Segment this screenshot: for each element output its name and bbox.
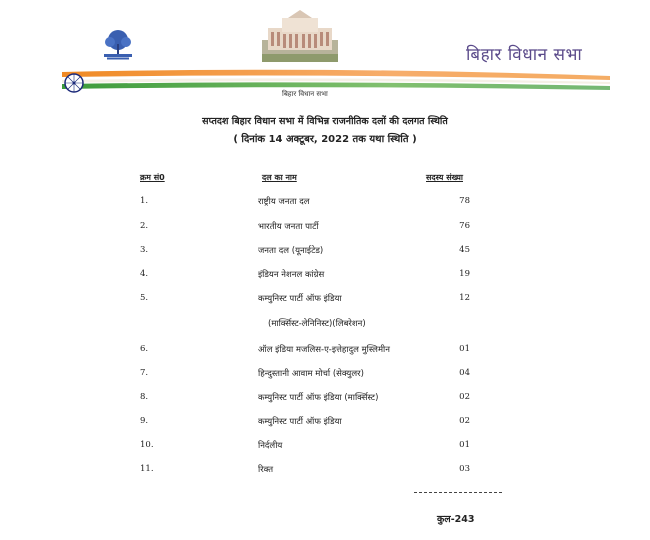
party-name: ऑल इंडिया मजलिस-ए-इत्तेहादुल मुस्लिमीन <box>258 345 390 355</box>
member-count: 02 <box>459 392 470 402</box>
table-row <box>0 344 650 360</box>
serial-number: 7. <box>140 368 149 378</box>
table-row <box>0 368 650 384</box>
column-header-party: दल का नाम <box>262 173 297 182</box>
table-row <box>0 269 650 285</box>
assembly-building-icon <box>262 10 338 62</box>
serial-number: 11. <box>140 464 154 474</box>
serial-number: 1. <box>140 196 149 206</box>
member-count: 19 <box>459 269 470 279</box>
member-count: 02 <box>459 416 470 426</box>
page-header <box>0 0 650 100</box>
document-date-line: ( दिनांक 14 अक्टूबर, 2022 तक यथा स्थिति ) <box>233 134 417 145</box>
member-count: 01 <box>459 344 470 354</box>
member-count: 12 <box>459 293 470 303</box>
serial-number: 2. <box>140 221 149 231</box>
serial-number: 10. <box>140 440 154 450</box>
table-row <box>0 464 650 480</box>
member-count: 04 <box>459 368 470 378</box>
party-name-continuation: (मार्क्सिस्ट-लेनिनिस्ट)(लिबरेशन) <box>268 319 366 329</box>
table-row <box>0 245 650 261</box>
serial-number: 6. <box>140 344 149 354</box>
serial-number: 8. <box>140 392 149 402</box>
table-row <box>0 196 650 212</box>
serial-number: 5. <box>140 293 149 303</box>
party-name: हिन्दुस्तानी आवाम मोर्चा (सेक्युलर) <box>258 369 364 379</box>
party-name: कम्युनिस्ट पार्टी ऑफ इंडिया (मार्क्सिस्ट) <box>258 393 379 403</box>
table-row <box>0 392 650 408</box>
party-name: रिक्त <box>258 465 274 475</box>
ashoka-chakra-icon <box>64 73 84 93</box>
party-name: कम्युनिस्ट पार्टी ऑफ इंडिया <box>258 417 342 427</box>
party-name: कम्युनिस्ट पार्टी ऑफ इंडिया <box>258 294 342 304</box>
serial-number: 9. <box>140 416 149 426</box>
member-count: 45 <box>459 245 470 255</box>
column-header-members: सदस्य संख्या <box>426 173 463 182</box>
member-count: 01 <box>459 440 470 450</box>
party-name: इंडियन नेशनल कांग्रेस <box>258 270 325 280</box>
column-header-sn: क्रम सं0 <box>140 173 165 182</box>
document-title: सप्तदश बिहार विधान सभा में विभिन्न राजनीतिक दलों की दलगत स्थिति <box>202 116 448 127</box>
table-row <box>0 221 650 237</box>
party-name: निर्दलीय <box>258 441 283 451</box>
bihar-emblem-icon <box>98 28 138 62</box>
table-row-continuation <box>0 318 650 334</box>
party-name: राष्ट्रीय जनता दल <box>258 197 310 207</box>
total-separator <box>414 492 502 493</box>
table-row <box>0 440 650 456</box>
total-count: कुल-243 <box>437 514 475 525</box>
header-subtitle: बिहार विधान सभा <box>282 90 328 98</box>
serial-number: 3. <box>140 245 149 255</box>
serial-number: 4. <box>140 269 149 279</box>
party-name: भारतीय जनता पार्टी <box>258 222 319 232</box>
tricolour-stripe <box>62 68 610 96</box>
member-count: 03 <box>459 464 470 474</box>
site-title: बिहार विधान सभा <box>466 45 583 65</box>
table-row <box>0 416 650 432</box>
party-name: जनता दल (यूनाईटेड) <box>258 246 324 256</box>
table-row <box>0 293 650 309</box>
member-count: 78 <box>459 196 470 206</box>
member-count: 76 <box>459 221 470 231</box>
